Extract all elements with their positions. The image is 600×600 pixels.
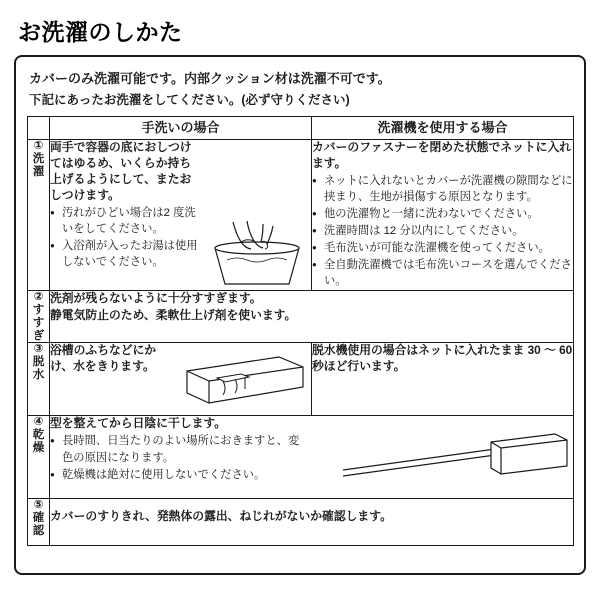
list-item: ● 汚れがひどい場合は2 度洗いをしてください。 [50, 205, 198, 238]
step-name-1: 洗濯 [32, 152, 45, 178]
step-number-4: ④ [33, 416, 44, 429]
table-row [28, 416, 574, 499]
list-item: ● 毛布洗いが可能な洗濯機を使ってください。 [312, 240, 573, 256]
step-label-2 [28, 290, 50, 343]
table-row [28, 343, 574, 416]
lead-line-1: カバーのみ洗濯可能です。内部クッション材は洗濯不可です。 [29, 71, 391, 86]
list-item: ● 乾燥機は絶対に使用しないでください。 [50, 467, 300, 483]
step-label-3 [28, 343, 50, 416]
cell-hand-dehydrate [50, 343, 312, 416]
cell-dry [50, 416, 574, 499]
page-title: お洗濯のしかた [18, 19, 183, 45]
header-blank [28, 117, 50, 140]
list-item: ● 洗濯時間は 12 分以内にしてください。 [312, 223, 573, 239]
basin-hand-wash-illustration [205, 218, 309, 290]
cell-hand-wash-1 [50, 140, 312, 291]
step-number-2: ② [33, 290, 44, 303]
step-name-4: 乾燥 [32, 429, 45, 455]
list-item: ● 全自動洗濯機では毛布洗いコースを選んでください。 [312, 257, 573, 290]
hand-wash-bullets [50, 205, 198, 271]
check-text: カバーのすりきれ、発熱体の露出、ねじれがないか確認します。 [50, 509, 392, 524]
list-item: ● 入浴剤が入ったお湯は使用しないでください。 [50, 238, 198, 271]
step-name-5: 確認 [32, 512, 45, 538]
table-row [28, 290, 574, 343]
table-header-row [28, 117, 574, 140]
dry-bullets [50, 433, 300, 483]
cell-check [50, 499, 574, 546]
step-number-3: ③ [33, 343, 44, 356]
bathtub-drip-dry-illustration [183, 347, 307, 409]
header-hand-wash: 手洗いの場合 [50, 117, 312, 140]
step-label-1 [28, 140, 50, 291]
step-label-5 [28, 499, 50, 546]
step-number-5: ⑤ [33, 499, 44, 512]
cell-machine-dehydrate [312, 343, 574, 416]
instruction-panel [14, 55, 586, 575]
dry-title: 型を整えてから日陰に干します。 [50, 416, 227, 431]
table-row [28, 499, 574, 546]
machine-wash-bullets [312, 173, 573, 290]
list-item: ● 他の洗濯物と一緒に洗わないでください。 [312, 206, 573, 222]
rinse-text-2: 静電気防止のため、柔軟仕上げ剤を使います。 [50, 307, 297, 322]
lead-line-2: 下記にあったお洗濯をしてください。(必ず守りください) [29, 92, 350, 107]
list-item: ● ネットに入れないとカバーが洗濯機の隙間などに挟まり、生地が損傷する原因となります。 [312, 173, 573, 206]
list-item: ● 長時間、日当たりのよい場所におきますと、変色の原因になります。 [50, 433, 300, 466]
header-machine-wash: 洗濯機を使用する場合 [312, 117, 574, 140]
step-name-2: すすぎ [32, 303, 45, 342]
dehydrate-hand-title: 浴槽のふちなどにかけ、水をきります。 [50, 343, 157, 374]
hand-wash-title: 両手で容器の底におしつけてはゆるめ、いくらか持ち上げるようにして、またおしつけます。 [50, 140, 192, 202]
cell-machine-wash-1 [312, 140, 574, 291]
rinse-text-1: 洗剤が残らないように十分すすぎます。 [50, 290, 262, 305]
cell-rinse [50, 290, 574, 343]
dehydrate-machine-title: 脱水機使用の場合はネットに入れたまま 30 ～ 60 秒ほど行います。 [312, 343, 573, 374]
step-name-3: 脱水 [32, 356, 45, 382]
step-number-1: ① [33, 140, 44, 152]
step-label-4 [28, 416, 50, 499]
hanging-rail-dry-illustration [341, 424, 571, 488]
washing-instructions-table [27, 116, 574, 546]
machine-wash-title: カバーのファスナーを閉めた状態でネットに入れます。 [312, 140, 572, 170]
table-row [28, 140, 574, 291]
